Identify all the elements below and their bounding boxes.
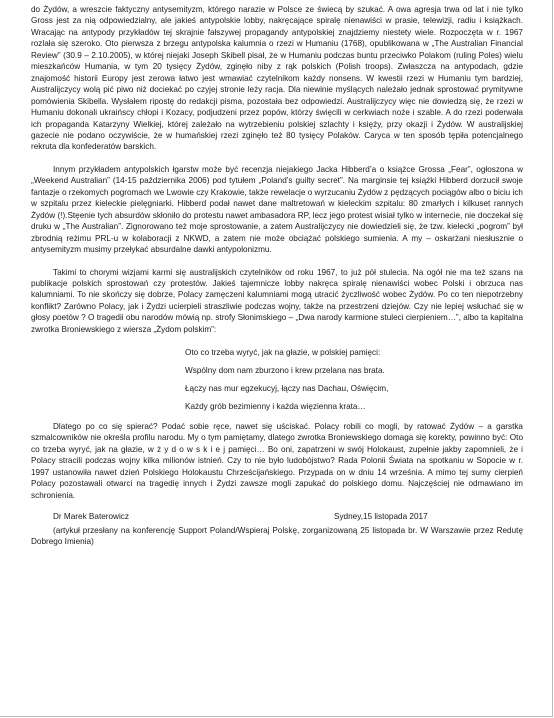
poem-line: Oto co trzeba wyryć, jak na głazie, w polskiej pamięci: (185, 348, 381, 358)
place-date: Sydney,15 listopada 2017 (334, 512, 428, 521)
paragraph-closing: Dlatego po co się spierać? Podać sobie ręce, nawet się uściskać. Polacy robili co mogli, by ratować Żydów – a garstka szmalcowników nie określa profilu narodu. My o tym pamiętamy, dlatego zwrotka Broniewskiego domaga się korekty, powinno być: Oto co trzeba wyryć, jak na głazie, w ż y d o w s k i e j pamięci… Bo oni, zapatrzeni w swój Holokaust, zupełnie jakby zapomnieli, że i Polacy stracili podczas wojny kilka milionów istnień. Czy to nie było ludobójstwo? Rada Polonii Świata na spotkaniu w Sopocie w r. 1997 ustanowiła nawet dzień Polskiego Holokaustu Chrześcijańskiego. Przypada on w dniu 14 września. A mimo tej sumy cierpień Polacy pozostawali otwarci na tragedię innych i Żydzi zawsze mogli zapukać do polskiego domu. Najczęściej nie odmawiano im schronienia. (31, 421, 523, 500)
paragraph-2: Innym przykładem antypolskich łgarstw może być recenzja niejakiego Jacka Hibberd’a o książce Grossa „Fear”, ogłoszona w „Weekend Australian” (14-15 października 2006) pod tytułem „Poland’s guilty secret”. Na marginsie tej książki Hibberd dorzucił swoje fantazje o rzekomych pogromach we Lwowie czy Krakowie, także rewelacje o wyrzucaniu Żydów z pędzących pociągów albo o biciu ich w szpitalu przez kieleckie pielęgniarki. Hibberd podał nawet dane maltretowań w kieleckim szpitalu: 80 zmarłych i kilkuset rannych Żydów (!).Stęenie tych absurdów skłoniło do protestu nawet ambasadora RP, lecz jego protest wisiał tylko w internecie, nie doczekał się druku w „The Australian”. Zignorowano też moje sprostowanie, a zatem Australijczycy nie dowiedzieli się, że tzw. kielecki „pogrom” był zbrodnią reżimu PRL-u w kolaboracji z NKWD, a zatem nie może obciążać polskiego sumienia. A my – oskarżani niesłusznie o antysemityzm musimy przełykać absurdalne dawki antypolonizmu. (31, 164, 523, 255)
footnote: (artykuł przesłany na konferencję Support Poland/Wspieraj Polskę, zorganizowaną 25 listopada br. W Warszawie przez Redutę Dobrego Imienia) (31, 526, 523, 547)
document-body (31, 4, 523, 548)
poem-stanza (185, 347, 523, 413)
paragraph-1: do Żydów, a wreszcie faktyczny antysemityzm, którego narazie w Polsce ze świecą by szukać. A owa agresja trwa od lat i nie tylko Gross jest za nią odpowiedzialny, ale jakieś antypolskie lobby, nakręcające spiralę nienawiści w prasie, telewizji, radiu i książkach. Wracając na antypody przykładów tej skrajnie fałszywej propagandy antypolskiej znajdziemy niestety wiele. Rozpoczęta w r. 1967 rozlała się szeroko. Oto pierwsza z brzegu antypolska kalumnia o rzezi w Humaniu (1768), opublikowana w „The Australian Financial Review” (30.9 – 2.10.2005), w której niejaki Joseph Skibell pisał, że w Humaniu podczas buntu przeciwko Polakom (ruling Poles) wielu mieszkańców Humania, w tym 20 tysięcy Żydów, zginęło niby z rąk polskich (Polish troops). Zwłaszcza na antypodach, gdzie znajomość historii Europy jest zerowa łatwo jest wmawiać czytelnikom każdy nonsens. W kwestii rzezi w Humaniu tym bardziej, Australijczycy wolą pić piwo niż dociekać po czyjej stronie leży racja. Dla niewinie myślących należało jednak sprostować prymitywne pomówienia Skibella. Wysłałem ripostę do redakcji pisma, pozostała bez odpowiedzi. Australijczycy więc nie dowiedzą się, że rzezi w Humaniu dokonali ukraińscy chłopi i Kozacy, podjudzeni przez popów, którzy święcili w cerkwiach noże i szable. A do rzezi poderwała ich propaganda Katarzyny Wielkiej, której zależało na wytrzebieniu polskiej szlachty i księży, przy okazji i Żydów. W australijskiej gazecie nie podano oczywiście, że w humańskiej rzezi zginęło też 80 tysięcy Polaków. Caryca w ten sposób tępiła potencjalnego rekruta dla konfederatów barskich. (31, 5, 523, 152)
poem-line: Łączy nas mur egzekucyj, łączy nas Dachau, Oświęcim, (185, 384, 389, 394)
poem-line: Wspólny dom nam zburzono i krew przelana nas brata. (185, 366, 385, 376)
paragraph-3: Takimi to chorymi wizjami karmi się australijskich czytelników od roku 1967, to już pół stulecia. Na ogół nie ma też szans na publikacje polskich sprostowań czy protestów. Jakieś tajemnicze lobby nakręca spiralę nienawiści wobec Polski i obrzuca nas kalumniami. To nie skończy się dobrze, Polacy zamęczeni kalumniami mogą utracić życzliwość wobec Żydów. Po co ten niepotrzebny konflikt? Zarówno Polacy, jak i Żydzi ucierpieli straszliwie podczas wojny, także na przestrzeni dziejów. Czy nie lepiej wsłuchać się w głosy poetów ? O tragedii obu narodów mówią np. strofy Słonimskiego – „Dwa narody karmione stuleci cierpieniem…”, albo ta kapitalna zwrotka Broniewskiego z wiersza „Żydom polskim”: (31, 267, 523, 334)
poem-line: Każdy grób bezimienny i każda więzienna krata… (185, 402, 366, 412)
author-name: Dr Marek Baterowicz (53, 512, 129, 521)
signature-line (31, 511, 523, 525)
